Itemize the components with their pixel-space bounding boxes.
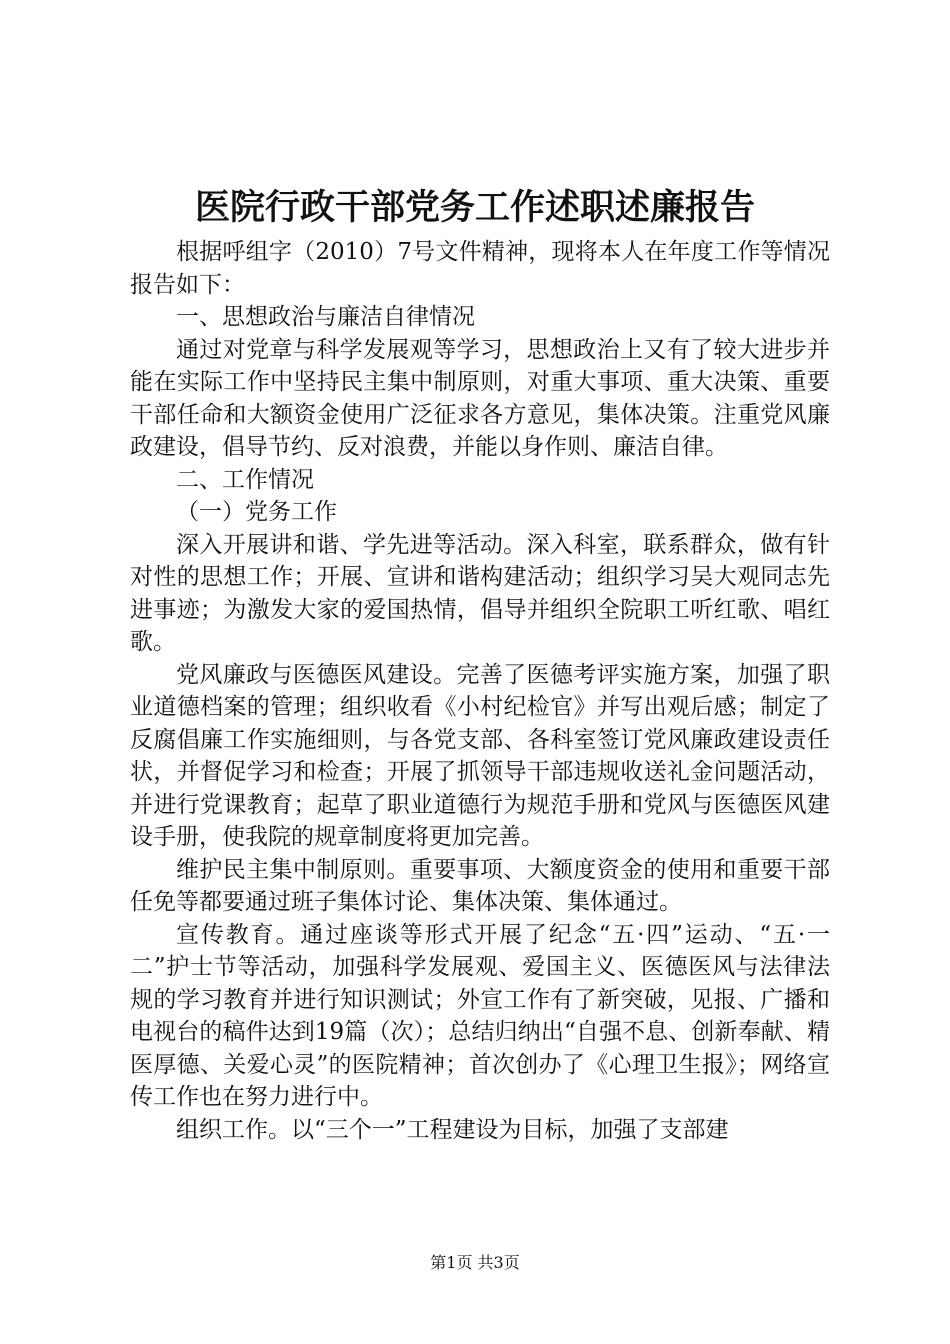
section-heading-2: 二、工作情况 bbox=[176, 466, 314, 493]
paragraph-ideology: 通过对党章与科学发展观等学习，思想政治上又有了较大进步并能在实际工作中坚持民主集中制原则，对重大事项、重大决策、重要干部任命和大额资金使用广泛征求各方意见，集体决策。注重党风廉政建设，倡导节约、反对浪费，并能以身作则、廉洁自律。 bbox=[130, 336, 830, 460]
page-footer: 第1页 共3页 bbox=[430, 1253, 520, 1272]
paragraph-democracy: 维护民主集中制原则。重要事项、大额度资金的使用和重要干部任免等都要通过班子集体讨论、集体决策、集体通过。 bbox=[130, 856, 830, 915]
paragraph-integrity: 党风廉政与医德医风建设。完善了医德考评实施方案，加强了职业道德档案的管理；组织收看《小村纪检官》并写出观后感；制定了反腐倡廉工作实施细则，与各党支部、各科室签订党风廉政建设责任状，并督促学习和检查；开展了抓领导干部违规收送礼金问题活动，并进行党课教育；起草了职业道德行为规范手册和党风与医德医风建设手册，使我院的规章制度将更加完善。 bbox=[130, 661, 830, 850]
paragraph-publicity: 宣传教育。通过座谈等形式开展了纪念“五·四”运动、“五·一二”护士节等活动，加强科学发展观、爱国主义、医德医风与法律法规的学习教育并进行知识测试；外宣工作有了新突破，见报、广播和电视台的稿件达到19篇（次）；总结归纳出“自强不息、创新奉献、精医厚德、关爱心灵”的医院精神；首次创办了《心理卫生报》；网络宣传工作也在努力进行中。 bbox=[130, 921, 830, 1110]
paragraph-activities: 深入开展讲和谐、学先进等活动。深入科室，联系群众，做有针对性的思想工作；开展、宣讲和谐构建活动；组织学习吴大观同志先进事迹；为激发大家的爱国热情，倡导并组织全院职工听红歌、唱红歌。 bbox=[130, 531, 830, 655]
subsection-heading-1: （一）党务工作 bbox=[176, 499, 337, 525]
document-title: 医院行政干部党务工作述职述廉报告 bbox=[194, 187, 755, 228]
document-body bbox=[130, 236, 830, 1146]
paragraph-intro: 根据呼组字（2010）7号文件精神，现将本人在年度工作等情况报告如下： bbox=[130, 239, 830, 298]
section-heading-1: 一、思想政治与廉洁自律情况 bbox=[176, 304, 475, 330]
paragraph-organization: 组织工作。以“三个一”工程建设为目标，加强了支部建 bbox=[176, 1116, 729, 1143]
